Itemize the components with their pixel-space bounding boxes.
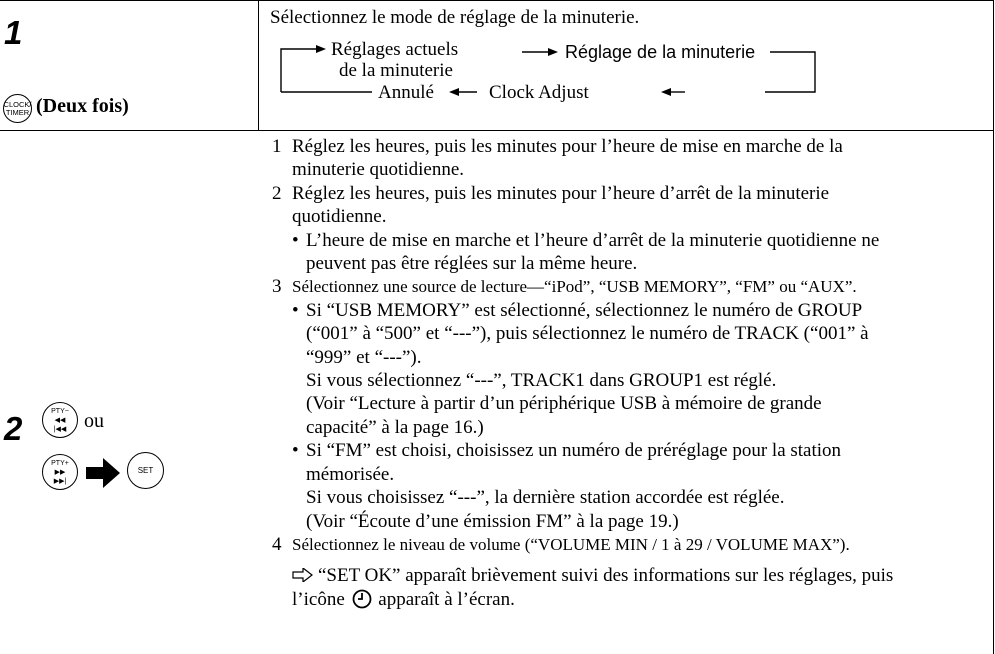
set-button-icon: SET: [127, 452, 164, 489]
pty-prev-skip-button-icon: PTY− ◀◀ |◀◀: [42, 402, 78, 438]
result-line-2-start: l’icône: [292, 588, 345, 610]
step-2-instructions: [272, 135, 977, 611]
result-line-1: “SET OK” apparaît brièvement suivi des informations sur les réglages, puis: [318, 565, 894, 587]
result-line-2-end: apparaît à l’écran.: [378, 588, 515, 610]
twice-label: (Deux fois): [36, 95, 129, 117]
clock-timer-icon: [352, 589, 372, 609]
flow-clock-adjust: Clock Adjust: [489, 82, 589, 103]
right-arrow-icon: [86, 458, 122, 488]
bullet-fm: • Si “FM” est choisi, choisissez un numéro de préréglage pour la station mémorisée. Si vous choisissez “---”, la dernière station accordée est réglée. (Voir “Écoute d’une émission FM” à la page 19.): [292, 440, 842, 532]
flow-cancelled: Annulé: [378, 82, 434, 103]
row-divider: [0, 130, 994, 131]
flow-current-line2: de la minuterie: [339, 60, 453, 81]
step-2-number: 2: [4, 410, 23, 447]
instruction-item-2: 2 Réglez les heures, puis les minutes pour l’heure d’arrêt de la minuterie quotidienne.: [272, 182, 830, 228]
flow-timer-setting: Réglage de la minuterie: [565, 42, 756, 62]
or-text: ou: [84, 410, 104, 432]
instruction-item-3: 3 Sélectionnez une source de lecture—“iPod”, “USB MEMORY”, “FM” ou “AUX”.: [272, 276, 857, 298]
clock-timer-button-icon: CLOCK/ TIMER: [3, 94, 32, 123]
instruction-item-1: 1 Réglez les heures, puis les minutes pour l’heure de mise en marche de la minuterie quotidienne.: [272, 136, 843, 181]
bullet-usb-memory: • Si “USB MEMORY” est sélectionné, sélectionnez le numéro de GROUP (“001” à “500” et “---”), puis sélectionnez le numéro de TRACK (“001” à “999” et “---”). Si vous sélectionnez “---”, TRACK1 dans GROUP1 est réglé. (Voir “Lecture à partir d’un périphérique USB à mémoire de grande capacité” à la page 16.): [292, 299, 869, 438]
step-1-number: 1: [4, 14, 23, 51]
instruction-item-4: 4 Sélectionnez le niveau de volume (“VOLUME MIN / 1 à 29 / VOLUME MAX”).: [272, 533, 850, 555]
bullet-same-time-note: • L’heure de mise en marche et l’heure d’arrêt de la minuterie quotidienne ne peuvent pas être réglées sur la même heure.: [292, 229, 880, 275]
column-divider: [258, 0, 259, 130]
pty-next-skip-button-icon: PTY+ ▶▶ ▶▶|: [42, 454, 78, 490]
flow-current-line1: Réglages actuels: [331, 39, 459, 60]
step-1-heading: Sélectionnez le mode de réglage de la minuterie.: [270, 7, 640, 28]
result-note: [272, 564, 977, 611]
result-arrow-icon: [292, 568, 314, 582]
